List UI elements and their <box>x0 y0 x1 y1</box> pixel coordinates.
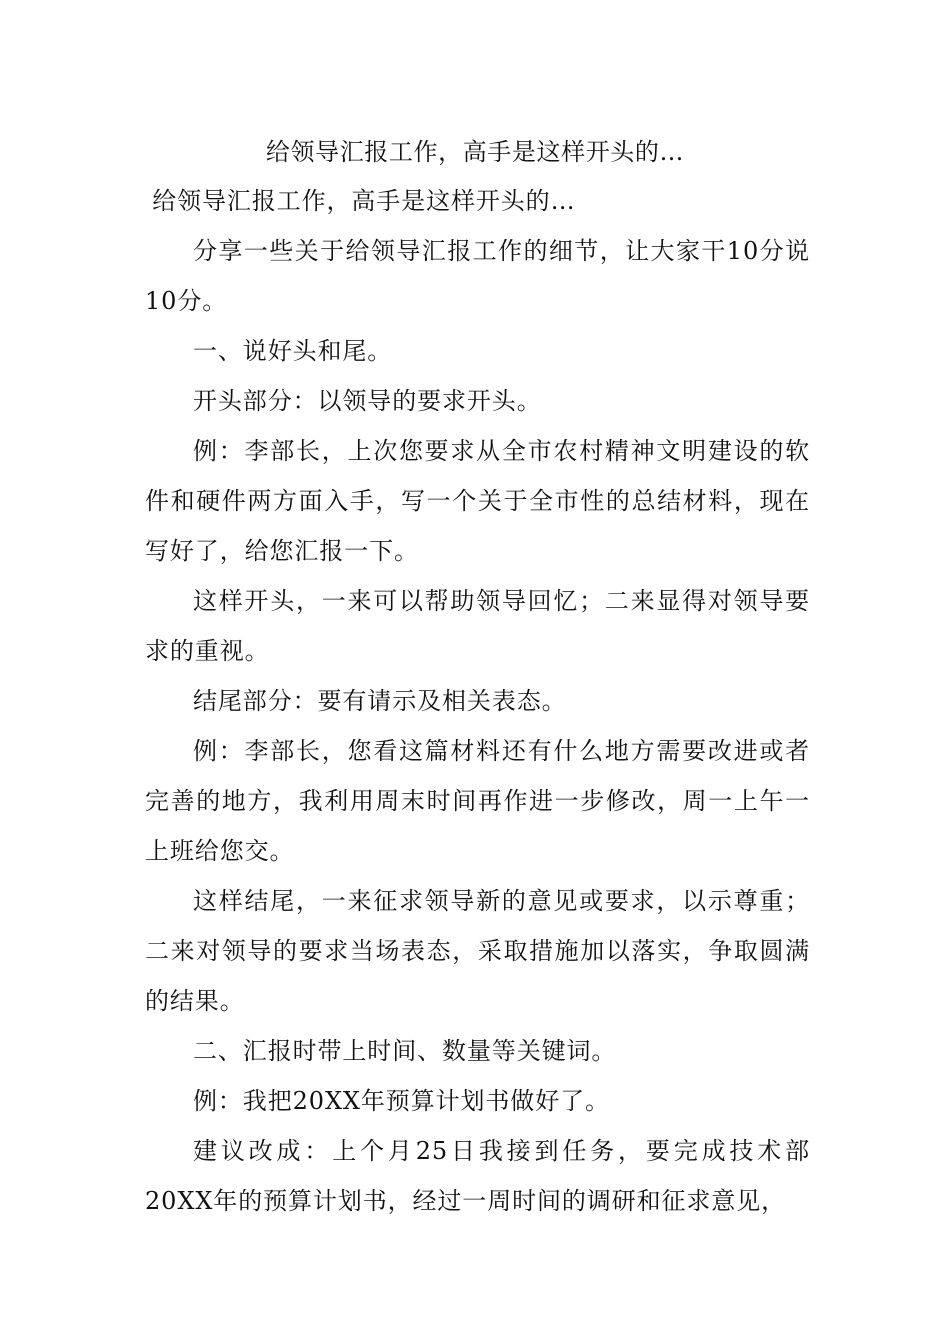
document-body <box>145 176 810 1226</box>
body-paragraph: 开头部分：以领导的要求开头。 <box>193 387 542 415</box>
body-paragraph: 例：李部长，上次您要求从全市农村精神文明建设的软件和硬件两方面入手，写一个关于全市性的总结材料，现在写好了，给您汇报一下。 <box>145 437 810 565</box>
body-paragraph: 这样结尾，一来征求领导新的意见或要求，以示尊重；二来对领导的要求当场表态，采取措施加以落实，争取圆满的结果。 <box>145 887 810 1015</box>
body-paragraph: 这样开头，一来可以帮助领导回忆；二来显得对领导要求的重视。 <box>145 587 810 665</box>
body-paragraph: 例：我把20XX年预算计划书做好了。 <box>193 1087 610 1115</box>
body-paragraph: 建议改成：上个月25日我接到任务，要完成技术部20XX年的预算计划书，经过一周时间的调研和征求意见， <box>145 1137 810 1215</box>
body-paragraph: 结尾部分：要有请示及相关表态。 <box>193 687 567 715</box>
subtitle-paragraph: 给领导汇报工作，高手是这样开头的… <box>152 187 576 215</box>
section-heading-1: 一、说好头和尾。 <box>193 337 393 365</box>
body-paragraph: 例：李部长，您看这篇材料还有什么地方需要改进或者完善的地方，我利用周末时间再作进一步修改，周一上午一上班给您交。 <box>145 737 810 865</box>
section-heading-2: 二、汇报时带上时间、数量等关键词。 <box>193 1037 617 1065</box>
document-title: 给领导汇报工作，高手是这样开头的… <box>265 138 685 166</box>
intro-paragraph: 分享一些关于给领导汇报工作的细节，让大家干10分说10分。 <box>145 237 810 315</box>
